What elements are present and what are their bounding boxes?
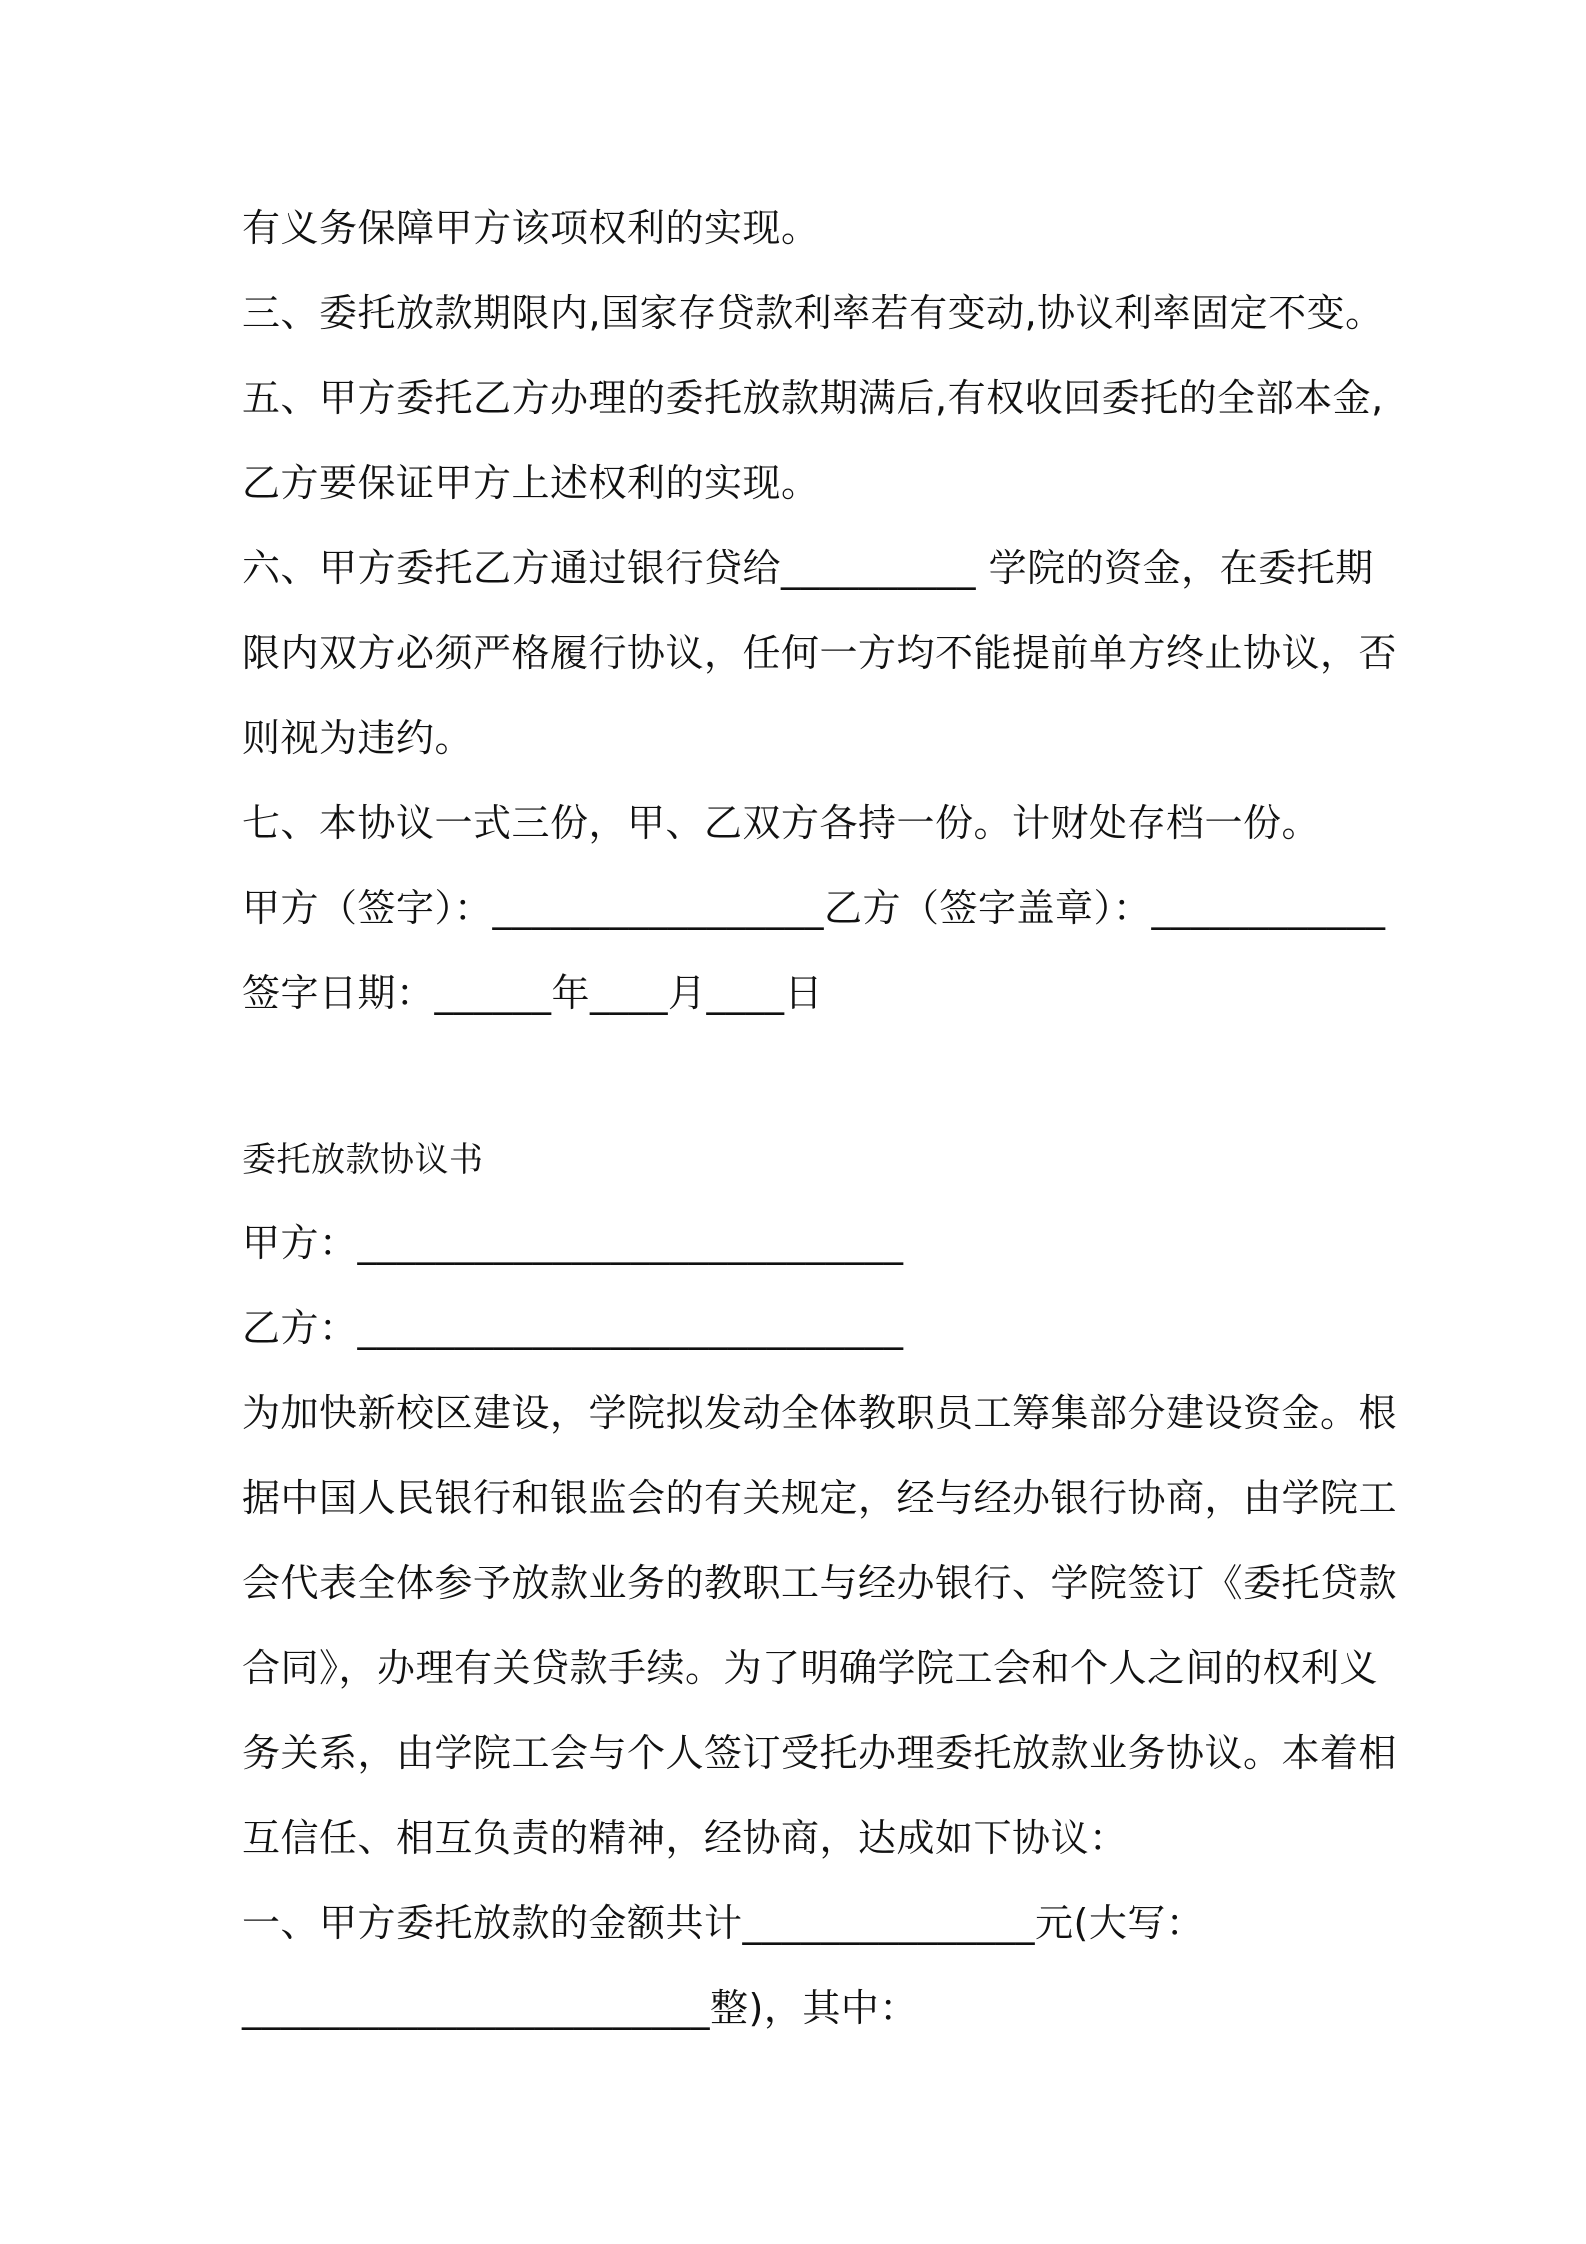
party-b-field: 乙方：____________________________: [242, 1306, 904, 1350]
text-line: 有义务保障甲方该项权利的实现。: [242, 206, 820, 250]
sign-date-line: 签字日期：______年____月____日: [242, 971, 824, 1015]
body-text-line: 会代表全体参予放款业务的教职工与经办银行、学院签订《委托贷款: [242, 1561, 1398, 1605]
document-title: 委托放款协议书: [242, 1140, 484, 1180]
body-text-line: 合同》，办理有关贷款手续。为了明确学院工会和个人之间的权利义: [242, 1646, 1379, 1690]
text-line: 乙方要保证甲方上述权利的实现。: [242, 461, 820, 505]
body-text-line: 据中国人民银行和银监会的有关规定，经与经办银行协商，由学院工: [242, 1476, 1398, 1520]
body-text-line: 互信任、相互负责的精神，经协商，达成如下协议：: [242, 1816, 1128, 1860]
text-line: 则视为违约。: [242, 716, 474, 760]
body-text-line: 为加快新校区建设，学院拟发动全体教职员工筹集部分建设资金。根: [242, 1391, 1398, 1435]
amount-capital-line: ________________________整)，其中：: [242, 1986, 918, 2030]
clause-five: 五、甲方委托乙方办理的委托放款期满后,有权收回委托的全部本金,: [242, 376, 1384, 420]
body-text-line: 务关系，由学院工会与个人签订受托办理委托放款业务协议。本着相: [242, 1731, 1398, 1775]
clause-three: 三、委托放款期限内,国家存贷款利率若有变动,协议利率固定不变。: [242, 291, 1384, 335]
signature-line: 甲方（签字）：_________________乙方（签字盖章）：____________: [242, 886, 1386, 930]
document-page: [242, 0, 1398, 2244]
party-a-field: 甲方：____________________________: [242, 1221, 904, 1265]
clause-six: 六、甲方委托乙方通过银行贷给__________ 学院的资金，在委托期: [242, 546, 1374, 590]
text-line: 限内双方必须严格履行协议，任何一方均不能提前单方终止协议，否: [242, 631, 1398, 675]
clause-one: 一、甲方委托放款的金额共计_______________元(大写：: [242, 1901, 1205, 1945]
clause-seven: 七、本协议一式三份，甲、乙双方各持一份。计财处存档一份。: [242, 801, 1321, 845]
